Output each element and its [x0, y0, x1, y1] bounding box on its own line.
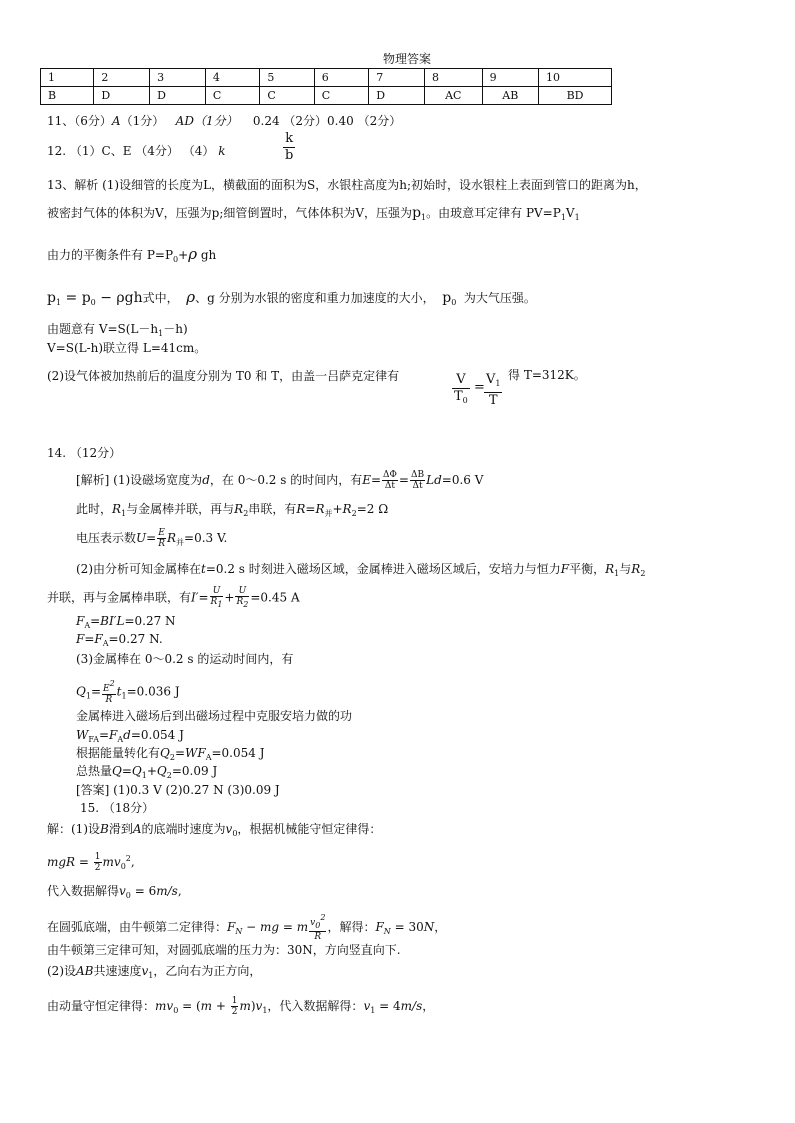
text: =2 Ω — [356, 502, 389, 516]
text: 1 — [158, 329, 164, 338]
text: 0.40 （2分） — [327, 114, 402, 128]
text: 由题意有 V=S(L－h — [47, 322, 159, 336]
text: A — [102, 639, 109, 648]
text: Q — [112, 764, 122, 778]
fraction — [382, 470, 398, 491]
text: (2)由分析可知金属棒在 — [76, 562, 201, 576]
text: 2 — [109, 679, 115, 688]
text: = — [75, 855, 93, 869]
text: F — [227, 920, 236, 934]
q13-line1: 13、解析 (1)设细管的长度为L，横截面的面积为S，水银柱高度为h;初始时，设水银柱上表面到管口的距离为h， — [47, 178, 647, 192]
text: A — [205, 753, 212, 762]
table-cell: C — [314, 87, 368, 105]
fraction-numerator — [484, 372, 502, 393]
text: 1 — [262, 1006, 268, 1015]
q14-line1 — [76, 470, 483, 491]
text: v — [255, 999, 263, 1013]
text: AD — [175, 114, 194, 128]
text: R — [631, 562, 641, 576]
text: 1 — [141, 771, 147, 780]
table-cell: 2 — [94, 69, 150, 87]
fraction — [309, 913, 326, 942]
text: R — [166, 531, 177, 545]
text: 2 — [169, 753, 175, 762]
text: m — [239, 999, 251, 1013]
text: 解：(1)设 — [47, 822, 100, 836]
text: －h) — [163, 322, 188, 336]
text: A — [111, 114, 121, 128]
text: 2 — [243, 600, 249, 609]
text: =0.2 s 时刻进入磁场区域，金属棒进入磁场区域后，安培力与恒力 — [205, 562, 561, 576]
text: = — [90, 614, 101, 628]
text: A — [132, 822, 142, 836]
text: BI′ — [100, 614, 117, 628]
text: = 6 — [130, 884, 157, 898]
fraction-denominator — [452, 389, 470, 409]
text: 平衡， — [569, 562, 606, 576]
fraction-numerator: V — [452, 372, 470, 389]
text: = — [198, 590, 209, 605]
text: R — [210, 597, 218, 607]
q14-line11 — [76, 728, 184, 747]
text: R — [605, 562, 615, 576]
table-cell: C — [260, 87, 314, 105]
text: 2 — [640, 569, 646, 578]
q15-line5: 由牛顿第三定律可知，对圆弧底端的压力为：30N，方向竖直向下. — [47, 943, 401, 957]
fraction-numerator: E — [158, 528, 165, 538]
text: F — [560, 562, 570, 576]
text: 代入数据解得 — [47, 884, 120, 898]
text: F — [76, 614, 85, 628]
text: 11、（6分） — [47, 114, 112, 128]
table-cell: 8 — [425, 69, 483, 87]
q11-line — [47, 114, 401, 128]
q14-line13 — [76, 764, 217, 783]
text: 2 — [166, 771, 172, 780]
text: R — [234, 502, 244, 516]
text: 1 — [421, 213, 427, 222]
q14-line5 — [47, 586, 300, 610]
fraction-numerator: 1 — [231, 996, 238, 1006]
text: N — [423, 920, 435, 934]
text: p — [442, 290, 452, 306]
text: ρ — [188, 245, 198, 263]
text: 1 — [614, 569, 620, 578]
text: 0 — [315, 921, 321, 930]
text: Ld — [426, 473, 442, 487]
text: v — [141, 964, 149, 978]
text: d — [123, 728, 131, 742]
text: 。由玻意耳定律有 PV=P — [426, 206, 561, 220]
text: 为大气压强。 — [463, 291, 536, 305]
q15-line4 — [47, 913, 446, 942]
text: t — [116, 684, 122, 699]
text: 1 — [574, 213, 580, 222]
text: p — [47, 290, 56, 306]
fraction-denominator: Δt — [412, 481, 423, 491]
text: 0 — [451, 298, 457, 307]
text: N — [383, 927, 391, 936]
text: =0.27 N — [124, 614, 176, 628]
text: FA — [88, 735, 99, 744]
text: T — [454, 389, 463, 404]
text: ，代入数据解得： — [267, 999, 364, 1013]
text: mgR — [47, 855, 76, 869]
text: F — [94, 632, 103, 646]
text: d — [202, 473, 210, 487]
text: 12. （1）C、E （4分） （4） — [47, 144, 215, 158]
fraction-denominator: Δt — [384, 481, 396, 491]
text: =0.45 A — [250, 590, 300, 605]
fraction-denominator: R — [105, 695, 113, 705]
q14-answer: [答案] (1)0.3 V (2)0.27 N (3)0.09 J — [76, 783, 280, 797]
q15-line6 — [47, 964, 261, 983]
q14-line4 — [76, 562, 645, 581]
fraction-numerator — [309, 913, 326, 932]
table-cell: BD — [539, 87, 612, 105]
text: 0 — [173, 1006, 179, 1015]
text: =0.6 V — [441, 473, 484, 487]
text: （1分） — [193, 114, 238, 128]
q14-head: 14. （12分） — [47, 446, 122, 460]
text: =0.27 N. — [108, 632, 163, 646]
text: p — [412, 205, 422, 221]
q14-line10: 金属棒进入磁场后到出磁场过程中克服安培力做的功 — [76, 709, 353, 723]
text: gh — [197, 248, 217, 262]
text: V — [486, 372, 496, 387]
fraction — [210, 586, 224, 610]
text: N — [235, 927, 243, 936]
text: = — [305, 502, 316, 516]
text: 总热量 — [76, 764, 113, 778]
text: v — [225, 822, 233, 836]
text: （1分） — [120, 114, 165, 128]
q13-result: 得 T=312K。 — [508, 368, 586, 382]
text: 共速速度 — [93, 964, 142, 978]
text: 并 — [176, 538, 185, 547]
text: 2 — [320, 913, 326, 922]
text: F — [109, 728, 118, 742]
text: 0 — [125, 891, 131, 900]
text: Q — [156, 764, 167, 778]
table-cell: D — [94, 87, 150, 105]
q13-equals: = — [474, 380, 485, 395]
text: 0 — [173, 255, 179, 264]
table-cell: AB — [482, 87, 538, 105]
text: F — [375, 920, 384, 934]
text: ， — [422, 999, 435, 1013]
text: 、g 分别为水银的密度和重力加速度的大小， — [195, 291, 435, 305]
text: v — [363, 999, 371, 1013]
text: 0 — [462, 396, 468, 405]
fraction — [102, 679, 116, 705]
table-cell: C — [205, 87, 259, 105]
text: 电压表示数 — [76, 531, 137, 545]
q14-line3 — [76, 528, 227, 550]
text: 2 — [243, 509, 249, 518]
fraction-numerator: ΔB — [410, 470, 425, 480]
fraction-numerator: U — [235, 586, 249, 597]
text: R — [112, 502, 122, 516]
text: 1 — [148, 971, 154, 980]
text: 1 — [217, 600, 223, 609]
table-cell: D — [369, 87, 425, 105]
text: m — [200, 999, 213, 1013]
text: ，在 0～0.2 s 的时间内，有 — [209, 473, 363, 487]
fraction-denominator: 2 — [231, 1007, 238, 1017]
text: = p — [61, 290, 91, 306]
fraction-numerator: U — [210, 586, 224, 597]
text: 式中， — [142, 291, 179, 305]
text: =0.3 V. — [184, 531, 228, 545]
fraction — [94, 852, 102, 873]
fraction-denominator — [235, 597, 249, 610]
table-cell: 9 — [482, 69, 538, 87]
text: = — [398, 473, 409, 487]
text: = ( — [178, 999, 201, 1013]
text: , — [130, 855, 135, 869]
table-cell: 1 — [41, 69, 94, 87]
text: = — [370, 473, 382, 487]
text: + — [178, 248, 189, 262]
text: =0.054 J — [211, 746, 265, 760]
fraction-denominator — [210, 597, 224, 610]
text: + — [146, 764, 157, 778]
text: [解析] (1)设磁场宽度为 — [76, 473, 203, 487]
table-cell: 4 — [205, 69, 259, 87]
text: t — [201, 562, 206, 576]
table-cell: 7 — [369, 69, 425, 87]
text: A — [117, 735, 124, 744]
text: 串联，有 — [248, 502, 297, 516]
text: V — [565, 206, 575, 220]
text: 0 — [232, 829, 238, 838]
fraction-denominator: b — [285, 148, 294, 163]
text: A — [84, 621, 91, 630]
text: 被密封气体的体积为V，压强为p;细管倒置时，气体体积为V，压强为 — [47, 206, 413, 220]
text: 并联，再与金属棒串联，有 — [47, 590, 192, 605]
text: + — [332, 502, 343, 516]
text: Q — [76, 684, 86, 699]
q13-line2 — [47, 206, 580, 225]
q13-line7: (2)设气体被加热前后的温度分别为 T0 和 T，由盖一吕萨克定律有 — [47, 369, 400, 383]
q13-fraction-2 — [484, 372, 502, 409]
answer-table — [40, 68, 612, 105]
text: =0.09 J — [171, 764, 218, 778]
text: =0.054 J — [130, 728, 184, 742]
text: E — [103, 684, 110, 694]
fraction — [157, 528, 166, 549]
text: = — [121, 764, 132, 778]
table-cell: 5 — [260, 69, 314, 87]
text: E — [362, 473, 371, 487]
q14-line8: (3)金属棒在 0～0.2 s 的运动时间内，有 — [76, 652, 294, 666]
text: v — [310, 918, 316, 928]
text: 1 — [121, 691, 127, 701]
text: = — [84, 632, 95, 646]
text: R — [342, 502, 352, 516]
q13-line5 — [47, 322, 188, 341]
table-cell: 6 — [314, 69, 368, 87]
text: + — [212, 999, 230, 1013]
text: m/s — [400, 999, 423, 1013]
text: = 30 — [390, 920, 424, 934]
q13-fraction-1 — [452, 372, 470, 409]
q15-line7 — [47, 996, 434, 1018]
table-row-answers — [41, 87, 612, 105]
text: B — [100, 822, 109, 836]
text: m/s — [156, 884, 178, 898]
text: R — [296, 502, 306, 516]
text: 0.24 （2分） — [252, 114, 328, 128]
text: v — [119, 884, 126, 898]
text: 滑到 — [108, 822, 133, 836]
text: ρ — [186, 288, 196, 306]
text: mv — [155, 999, 174, 1013]
text: (2)设 — [47, 964, 76, 978]
table-cell: AC — [425, 87, 483, 105]
text: AB — [76, 964, 94, 978]
text: Q — [160, 746, 170, 760]
text: 2 — [351, 509, 357, 518]
text: R — [236, 597, 244, 607]
text: 2 — [125, 854, 131, 863]
text: k — [218, 144, 226, 158]
text: + — [224, 590, 235, 605]
text: = 4 — [375, 999, 401, 1013]
text: 1 — [55, 298, 62, 307]
q15-line3 — [47, 884, 182, 903]
text: 1 — [85, 691, 91, 701]
text: = — [146, 531, 157, 545]
text: L — [116, 614, 125, 628]
q14-line7 — [76, 632, 163, 651]
q12-line — [47, 144, 225, 158]
text: 并 — [324, 509, 333, 518]
text: = — [174, 746, 186, 760]
fraction-numerator: ΔΦ — [383, 470, 397, 480]
fraction — [410, 470, 425, 491]
text: 在圆弧底端，由牛顿第二定律得： — [47, 920, 228, 934]
text: =0.036 J — [126, 684, 180, 699]
text: 1 — [370, 1006, 376, 1015]
text: WF — [185, 746, 206, 760]
text: 1 — [121, 509, 127, 518]
text: , — [177, 884, 182, 898]
q14-line12 — [76, 746, 265, 765]
text: ，根据机械能守恒定律得： — [237, 822, 382, 836]
text: − mg = m — [242, 920, 309, 934]
text: 根据能量转化有 — [76, 746, 161, 760]
text: 的底端时速度为 — [141, 822, 226, 836]
text: 1 — [495, 379, 501, 388]
fraction-numerator: 1 — [94, 852, 101, 862]
q15-line1 — [47, 822, 381, 841]
q12-fraction — [283, 131, 295, 164]
text: R — [315, 502, 325, 516]
q14-line9 — [76, 679, 180, 705]
formula — [47, 290, 143, 306]
q15-line2 — [47, 852, 135, 874]
text: ，解得： — [327, 920, 376, 934]
table-row-numbers — [41, 69, 612, 87]
text: = — [90, 684, 101, 699]
text: 0 — [90, 298, 96, 307]
table-cell: 10 — [539, 69, 612, 87]
text: ，乙向右为正方向， — [153, 964, 262, 978]
text: 由动量守恒定律得： — [47, 999, 156, 1013]
text: 0 — [120, 862, 126, 871]
text: mv — [102, 855, 121, 869]
fraction-numerator: k — [283, 131, 295, 148]
text: U — [136, 531, 147, 545]
text: 与金属棒并联，再与 — [126, 502, 235, 516]
q14-line6 — [76, 614, 176, 633]
q13-line3 — [47, 247, 216, 267]
fraction-denominator: T — [488, 393, 498, 408]
table-cell: D — [150, 87, 206, 105]
table-cell: B — [41, 87, 94, 105]
text: W — [76, 728, 89, 742]
text: = — [98, 728, 110, 742]
text: 此时， — [76, 502, 113, 516]
text: F — [76, 632, 85, 646]
text: 与 — [619, 562, 632, 576]
text: 1 — [560, 213, 566, 222]
text: ) — [250, 999, 256, 1013]
fraction-denominator: R — [158, 539, 165, 549]
fraction-denominator: R — [314, 932, 322, 942]
text: ， — [434, 920, 447, 934]
q13-line6: V=S(L-h)联立得 L=41cm。 — [47, 341, 207, 355]
table-cell: 3 — [150, 69, 206, 87]
fraction — [231, 996, 239, 1017]
text: − ρgh — [95, 290, 143, 306]
text: I′ — [191, 590, 199, 605]
q13-line4 — [47, 290, 536, 310]
text: Q — [131, 764, 142, 778]
fraction-denominator: 2 — [94, 863, 101, 873]
q15-head: 15. （18分） — [80, 801, 155, 815]
q14-line2 — [76, 502, 388, 521]
page-title: 物理答案 — [383, 52, 432, 66]
fraction-numerator — [102, 679, 116, 695]
fraction — [235, 586, 249, 610]
text: 由力的平衡条件有 P=P — [47, 248, 174, 262]
